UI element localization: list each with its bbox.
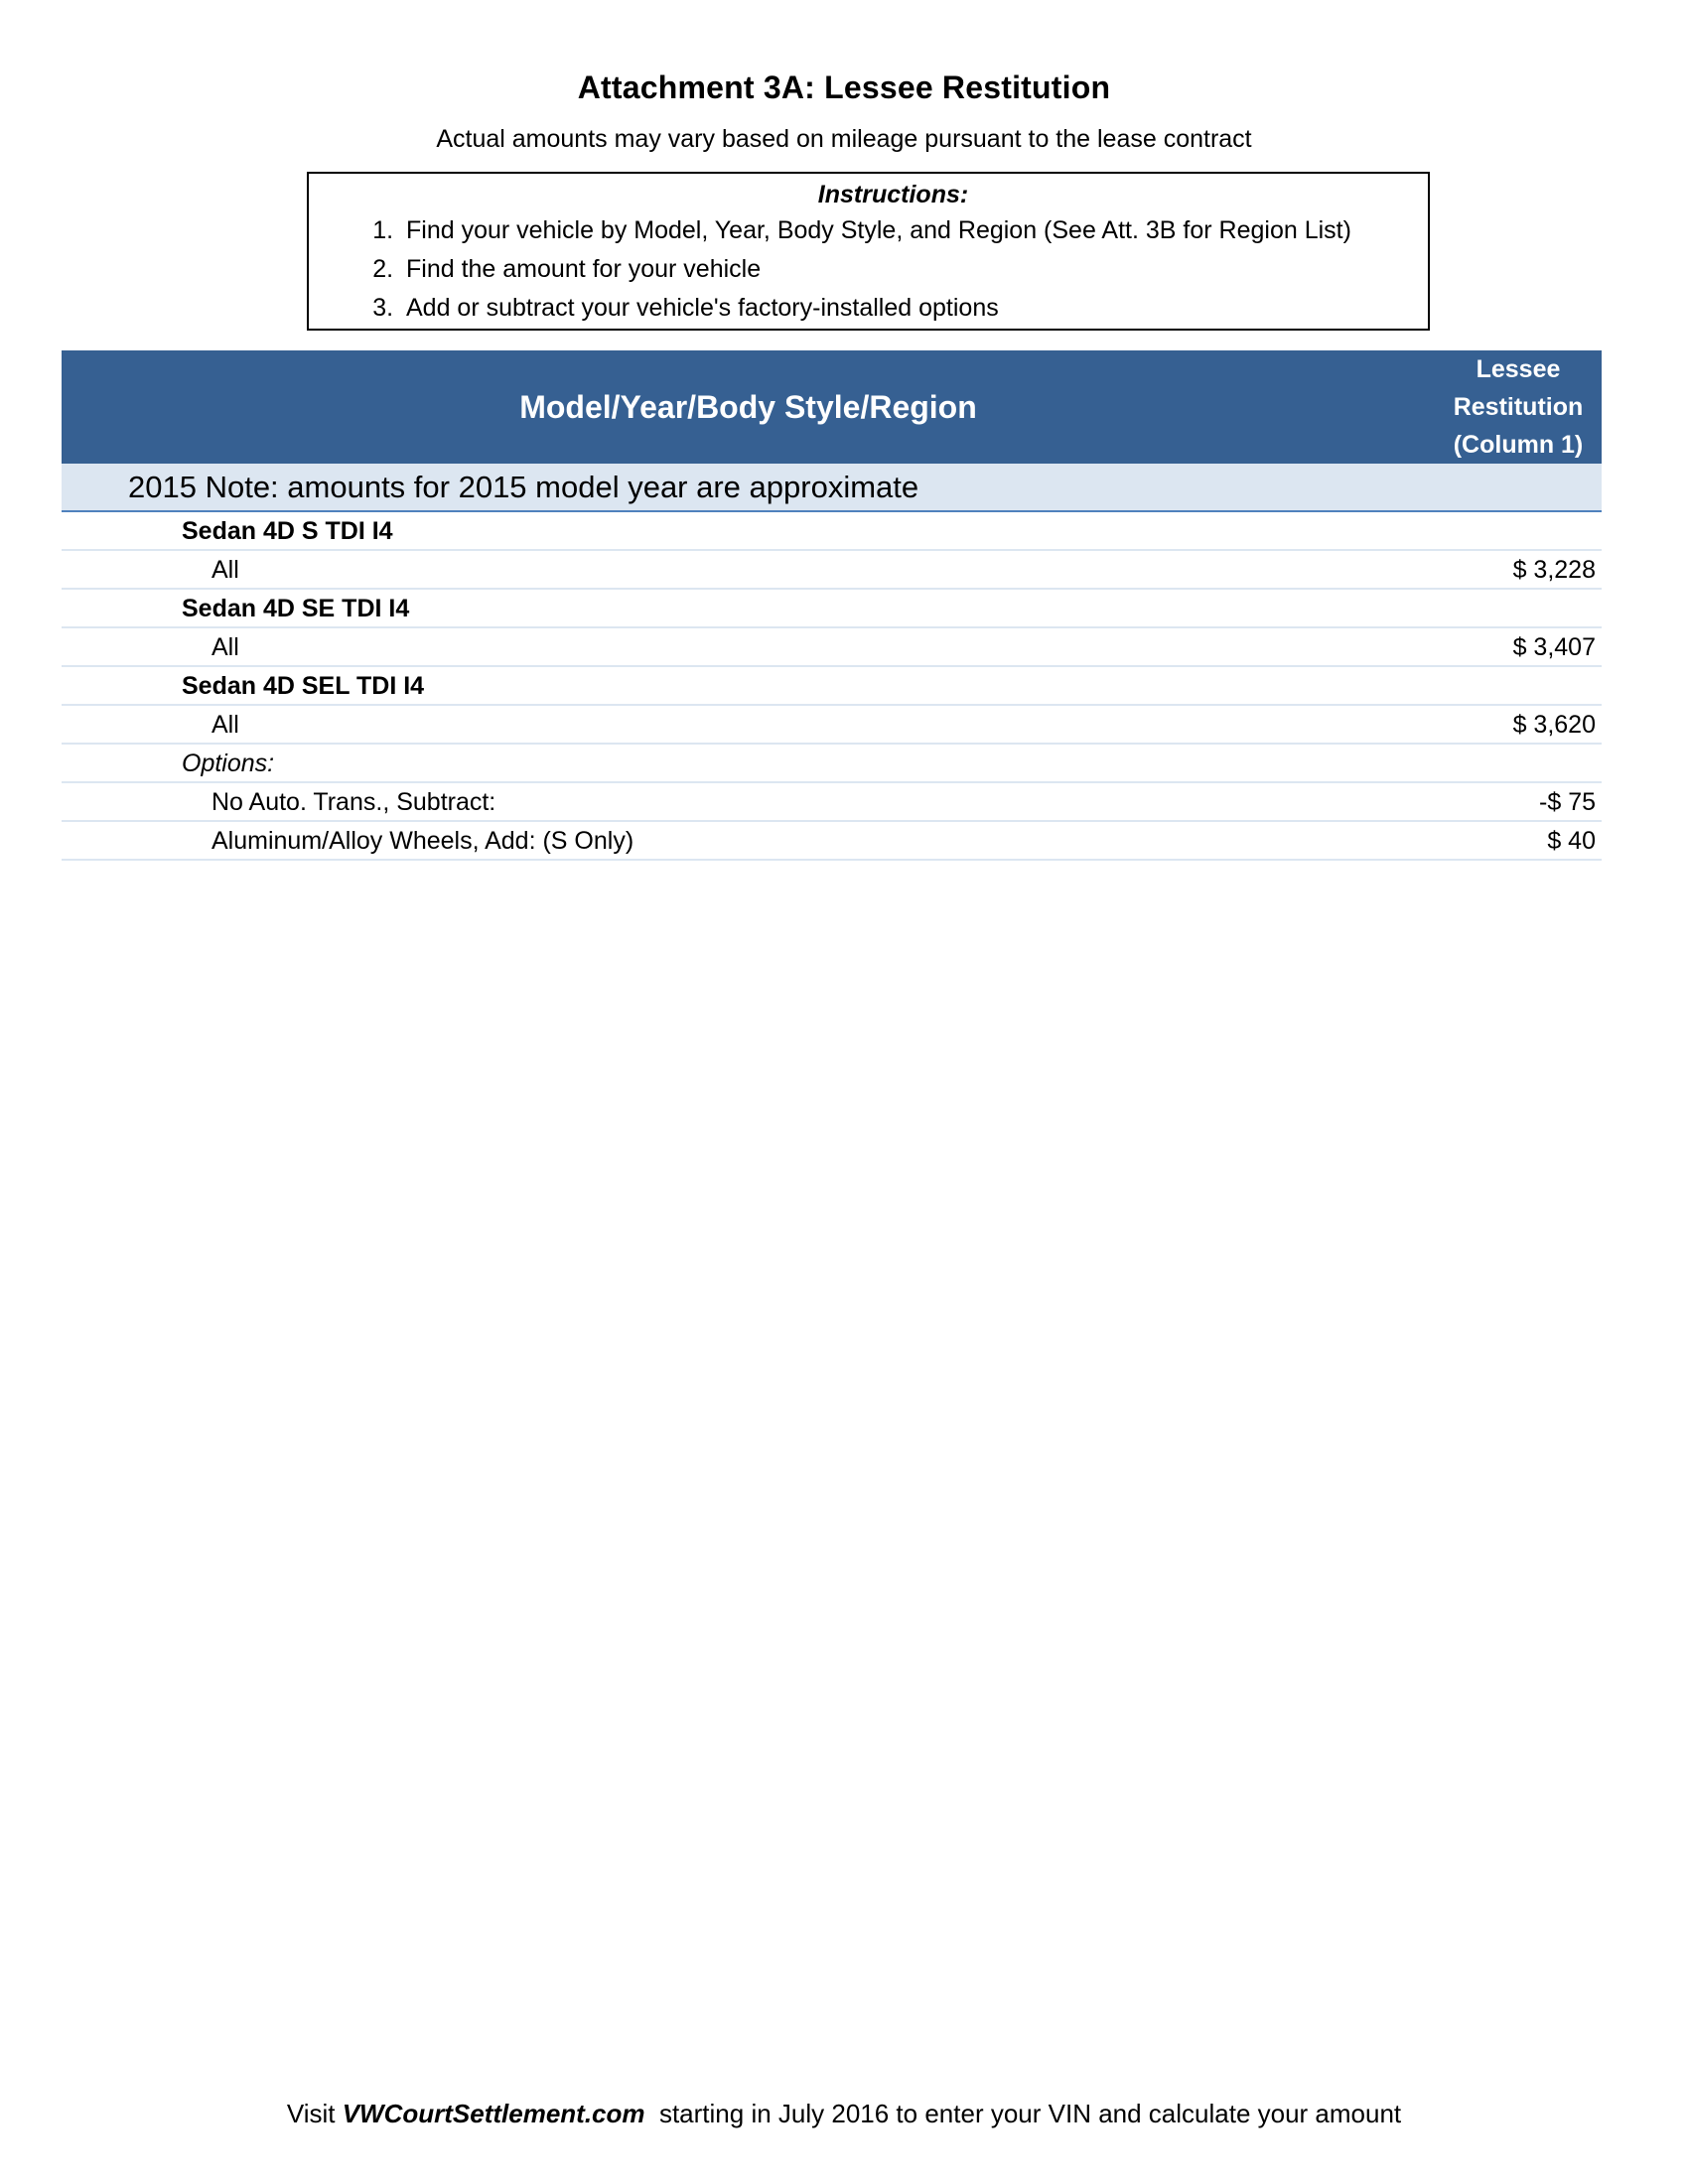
header-amount-line-2: Restitution [1453, 393, 1584, 421]
model-label: Sedan 4D SEL TDI I4 [182, 672, 425, 700]
restitution-table [62, 350, 1602, 861]
option-label: No Auto. Trans., Subtract: [211, 788, 496, 816]
region-label: All [211, 711, 239, 739]
region-label: All [211, 633, 239, 661]
option-label: Aluminum/Alloy Wheels, Add: (S Only) [211, 827, 634, 855]
document-title: Attachment 3A: Lessee Restitution [577, 69, 1111, 105]
region-label: All [211, 556, 239, 584]
options-label: Options: [182, 750, 275, 777]
footer-prefix: Visit [286, 2099, 343, 2128]
header-amount-column [1435, 350, 1602, 464]
header-amount-line-1: Lessee [1476, 355, 1561, 383]
table-row-option [62, 783, 1602, 822]
year-group-row: 2015 Note: amounts for 2015 model year are approximate [62, 464, 1602, 512]
row-amount: $ 40 [1547, 827, 1596, 855]
table-header [62, 350, 1602, 464]
instructions-list [309, 211, 1428, 328]
table-row-option [62, 822, 1602, 861]
instruction-step-2: 2. Find the amount for your vehicle [400, 250, 1428, 289]
table-row [62, 551, 1602, 590]
footer-site-link[interactable]: VWCourtSettlement.com [342, 2099, 645, 2128]
model-label: Sedan 4D S TDI I4 [182, 517, 393, 545]
instruction-step-3: 3. Add or subtract your vehicle's factory-installed options [400, 289, 1428, 328]
row-amount: $ 3,407 [1512, 633, 1596, 661]
table-row-model [62, 512, 1602, 551]
document-subtitle: Actual amounts may vary based on mileage pursuant to the lease contract [436, 125, 1252, 153]
table-row-model [62, 667, 1602, 706]
table-row-model [62, 590, 1602, 628]
footer-suffix: starting in July 2016 to enter your VIN and calculate your amount [644, 2099, 1402, 2128]
row-amount: $ 3,620 [1512, 711, 1596, 739]
row-amount: -$ 75 [1539, 788, 1596, 816]
table-row [62, 628, 1602, 667]
footer-note [0, 2099, 1688, 2129]
row-amount: $ 3,228 [1512, 556, 1596, 584]
instructions-box [307, 172, 1430, 331]
table-row [62, 706, 1602, 745]
header-amount-line-3: (Column 1) [1453, 431, 1584, 459]
model-label: Sedan 4D SE TDI I4 [182, 595, 410, 622]
header-model-column: Model/Year/Body Style/Region [519, 389, 977, 425]
table-row-options [62, 745, 1602, 783]
instructions-heading: Instructions: [817, 181, 969, 208]
instruction-step-1: 1. Find your vehicle by Model, Year, Body Style, and Region (See Att. 3B for Region List) [400, 211, 1428, 250]
